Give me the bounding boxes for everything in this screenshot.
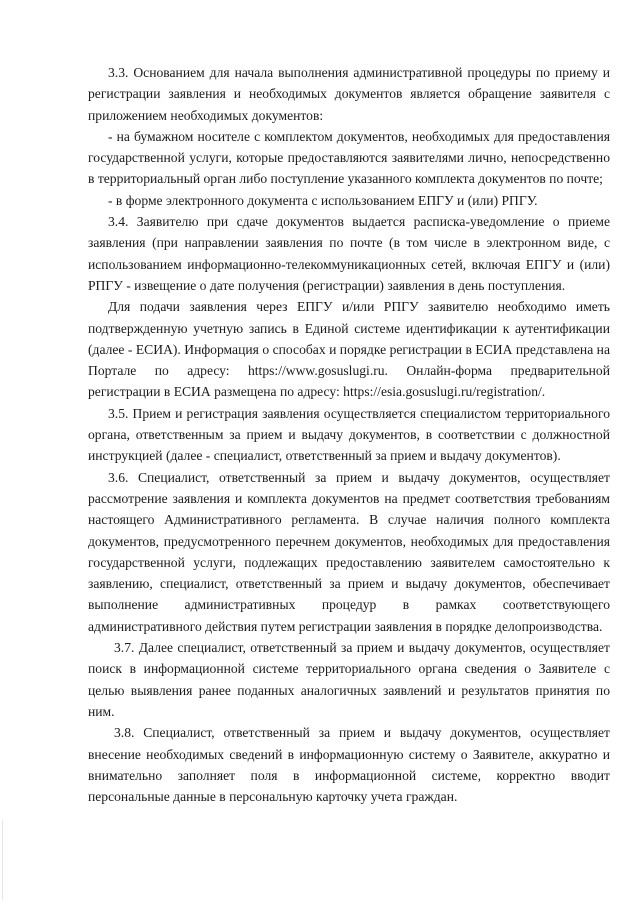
- paragraph-3-8: 3.8. Специалист, ответственный за прием и выдачу документов, осуществляет внесение необходимых сведений в информационную систему о Заявителе, аккуратно и внимательно заполняет поля в информационной системе, корректно вводит персональные данные в персональную карточку учета граждан.: [88, 725, 610, 805]
- paragraph-3-3: 3.3. Основанием для начала выполнения административной процедуры по приему и регистрации заявления и необходимых документов является обращение заявителя с приложением необходимых документов:: [88, 65, 610, 123]
- paragraph-3-5: 3.5. Прием и регистрация заявления осуществляется специалистом территориального органа, ответственным за прием и выдачу документов, в соответствии с должностной инструкцией (далее - специалист, ответственный за прием и выдачу документов).: [88, 405, 610, 464]
- paragraph-3-6: 3.6. Специалист, ответственный за прием и выдачу документов, осуществляет рассмотрение заявления и комплекта документов на предмет соответствия требованиям настоящего Административного регламента. В случае наличия полного комплекта документов, предусмотренного перечнем документов, необходимых для предоставления государственной услуги, подлежащих предоставлению заявителем самостоятельно к заявлению, специалист, ответственный за прием и выдачу документов, обеспечивает выполнение административных процедур в рамках соответствующего административного действия путем регистрации заявления в порядке делопроизводства.: [88, 469, 610, 634]
- document-page: [88, 62, 610, 807]
- scan-edge-line: [2, 820, 3, 900]
- paragraph-3-4: 3.4. Заявителю при сдаче документов выдается расписка-уведомление о приеме заявления (при направлении заявления по почте (в том числе в электронном виде, с использованием информационно-телекоммуникационных сетей, включая ЕПГУ и (или) РПГУ - извещение о дате получения (регистрации) заявления в день поступления.: [88, 214, 610, 293]
- paragraph-3-7: 3.7. Далее специалист, ответственный за прием и выдачу документов, осуществляет поиск в информационной системе территориального органа сведения о Заявителе с целью выявления ранее поданных аналогичных заявлений и результатов принятия по ним.: [88, 640, 610, 719]
- paragraph-paper-submission: - на бумажном носителе с комплектом документов, необходимых для предоставления государственной услуги, которые предоставляются заявителями лично, непосредственно в территориальный орган либо поступление указанного комплекта документов по почте;: [88, 128, 610, 187]
- paragraph-electronic-submission: - в форме электронного документа с использованием ЕПГУ и (или) РПГУ.: [108, 192, 538, 208]
- paragraph-esia-registration: Для подачи заявления через ЕПГУ и/или РПГУ заявителю необходимо иметь подтвержденную учетную запись в Единой системе идентификации к аутентификации (далее - ЕСИА). Информация о способах и порядке регистрации в ЕСИА представлена на Портале по адресу: https://www.gosuslugi.ru. Онлайн-форма предварительной регистрации в ЕСИА размещена по адресу: https://esia.gosuslugi.ru/registration/.: [88, 299, 610, 400]
